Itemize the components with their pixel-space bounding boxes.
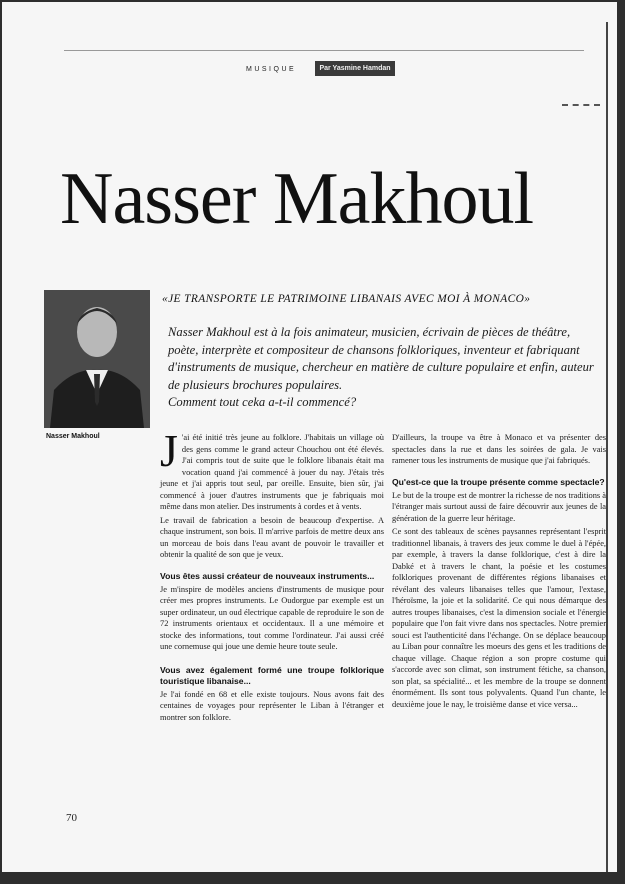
paragraph: Ce sont des tableaux de scènes paysannes représentant l'esprit traditionnel libanais, à travers des jeux comme le duel à l'épée, par exemple, à travers la danse folklorique, c'est à dire la Dabké et à travers le chant, la poésie et les costumes folkloriques provenant de différentes régions libanaises et révélant des valeurs libanaises telles que l'amour, l'extase, l'héroïsme, la joie et la solidarité. Ce qui nous démarque des autres troupes libanaises, c'est la dimension sociale et l'énergie populaire que l'on fait vivre dans nos spectacles. Notre premier souci est l'authenticité dans l'échange. On se déplace beaucoup au Liban pour connaître les moeurs des gens et les traditions de chaque village. Chaque région a son propre costume qui s'accorde avec son climat, son instrument fétiche, sa chanson, son plat, sa spécialité... et les membre de la troupe se donnent énormément. Ils sont tous polyvalents. Quand l'un chante, le deuxième joue le nay, le troisième danse et vice versa...: [392, 527, 606, 709]
paragraph: Je l'ai fondé en 68 et elle existe toujours. Nous avons fait des centaines de voyages pour représenter le Liban à l'étranger et montrer son folklore.: [160, 689, 384, 722]
paragraph: [160, 425, 384, 513]
article-subtitle: «JE TRANSPORTE LE PATRIMOINE LIBANAIS AVEC MOI À MONACO»: [162, 293, 531, 305]
paragraph: Le travail de fabrication a besoin de beaucoup d'expertise. A chaque instrument, son bois. Il m'arrive parfois de mettre deux ans un morceau de bois dans l'eau avant de pouvoir le travailler et obtenir la qualité de son que je veux.: [160, 515, 384, 559]
paragraph-text: 'ai été initié très jeune au folklore. J'habitais un village où des gens comme le grand acteur Chouchou ont été élevés. J'ai compris tout de suite que le folklore libanais était ma vocation quand j'ai commencé à jouer du nay. J'étais très jeune et j'ai appris tout seul, par oreille. Ensuite, bien sûr, j'ai commencé à jouer d'autres instruments que je fabriquais moi même dans mon atelier. Des instruments à cordes et à vents.: [160, 433, 384, 511]
paragraph: Je m'inspire de modèles anciens d'instruments de musique pour créer mes propres instruments. Le Oudorgue par exemple est un super ordinateur, un oud électrique capable de reproduire le son de 72 instruments orientaux et occidentaux. Il a une mémoire et stocke des informations, tout comme l'ordinateur. J'ai aussi créé une cornemuse qui joue une demie heure toute seule.: [160, 584, 384, 651]
paragraph: Le but de la troupe est de montrer la richesse de nos traditions à l'étranger mais surtout aussi de faire découvrir aux jeunes de la génération de la guerre leur héritage.: [392, 490, 606, 523]
magazine-page: [2, 2, 617, 872]
portrait-photo: [44, 290, 150, 428]
photo-caption: Nasser Makhoul: [46, 433, 100, 440]
article-title: Nasser Makhoul: [60, 158, 534, 240]
page-number: 70: [66, 812, 77, 824]
article-intro: [168, 324, 600, 412]
header-rule: [64, 50, 584, 51]
intro-question: Comment tout ceka a-t-il commencé?: [168, 395, 357, 409]
interview-question: Vous êtes aussi créateur de nouveaux instruments...: [160, 570, 375, 581]
intro-text: Nasser Makhoul est à la fois animateur, musicien, écrivain de pièces de théâtre, poète, interprète et compositeur de chansons folkloriques, inventeur et fabriquant d'instruments de musique, chercheur en matière de culture populaire et enfin, auteur de plusieurs brochures populaires.: [168, 325, 594, 392]
author-badge: Par Yasmine Hamdan: [315, 61, 395, 76]
interview-question: Vous avez également formé une troupe folklorique touristique libanaise...: [160, 664, 384, 686]
portrait-image: [44, 290, 150, 428]
right-column: [392, 432, 606, 712]
margin-mark: [562, 104, 600, 108]
page-fold-edge: [606, 22, 608, 872]
left-column: [160, 425, 384, 725]
paragraph: D'ailleurs, la troupe va être à Monaco et va présenter des spectacles dans la rue et dans les soirées de gala. Je vais ramener tous les instruments de musique que j'ai fabriqués.: [392, 433, 606, 465]
section-label: MUSIQUE: [246, 66, 297, 73]
interview-question: Qu'est-ce que la troupe présente comme spectacle?: [392, 476, 605, 487]
drop-cap: J: [160, 425, 178, 476]
